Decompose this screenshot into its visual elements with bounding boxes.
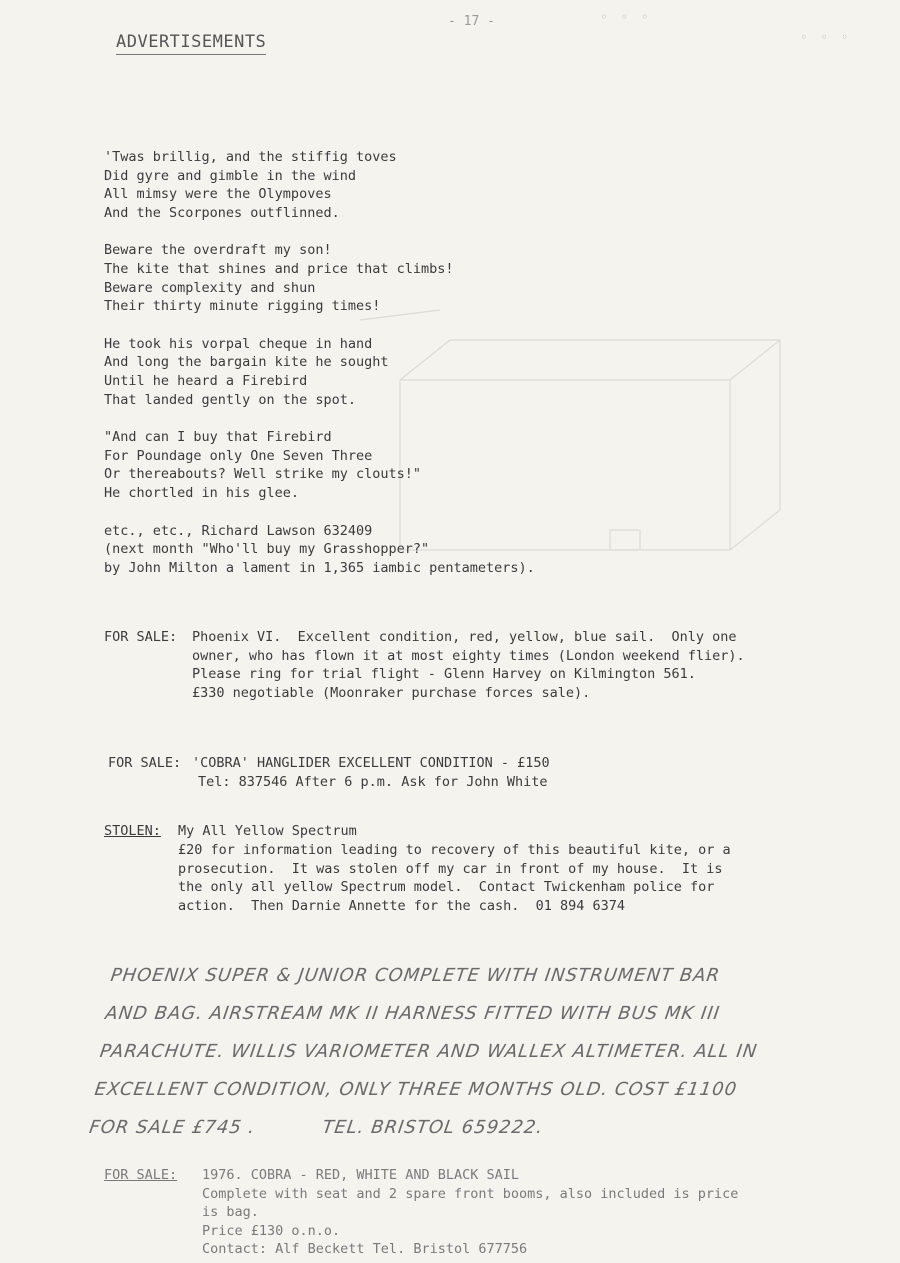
- ad-line: Phoenix VI. Excellent condition, red, yellow, blue sail. Only one: [192, 629, 737, 645]
- handwritten-ad: [87, 957, 834, 1147]
- ad-label: FOR SALE:: [108, 755, 182, 771]
- poem-line: For Poundage only One Seven Three: [104, 447, 373, 464]
- ad-line: Price £130 o.n.o.: [202, 1222, 341, 1239]
- ad-line: prosecution. It was stolen off my car in front of my house. It is: [178, 860, 723, 877]
- poem-line: And the Scorpones outflinned.: [104, 204, 340, 221]
- poem-line: All mimsy were the Olympoves: [104, 186, 332, 203]
- ad-label: FOR SALE:: [104, 1167, 178, 1183]
- poem-line: Their thirty minute rigging times!: [104, 298, 381, 315]
- ad-line: My All Yellow Spectrum: [178, 823, 357, 839]
- poem-stanza: [104, 335, 535, 409]
- poem-line: Beware complexity and shun: [104, 279, 316, 296]
- ad-line: 1976. COBRA - RED, WHITE AND BLACK SAIL: [202, 1167, 519, 1183]
- poem-line: That landed gently on the spot.: [104, 391, 356, 408]
- handwritten-line: PARACHUTE. WILLIS VARIOMETER AND WALLEX ALTIMETER. ALL IN: [98, 1041, 759, 1062]
- ad-line: Tel: 837546 After 6 p.m. Ask for John White: [198, 774, 548, 790]
- poem-line: (next month "Who'll buy my Grasshopper?": [104, 541, 430, 558]
- ad-line: Please ring for trial flight - Glenn Harvey on Kilmington 561.: [192, 666, 696, 683]
- ad-body: [178, 841, 731, 915]
- poem-line: Beware the overdraft my son!: [104, 242, 332, 259]
- handwritten-line: AND BAG. AIRSTREAM MK II HARNESS FITTED WITH BUS MK III: [103, 1003, 722, 1024]
- ad-line: action. Then Darnie Annette for the cash. 01 894 6374: [178, 897, 626, 914]
- poem-line: by John Milton a lament in 1,365 iambic pentameters).: [104, 559, 535, 576]
- ad-line: 'COBRA' HANGLIDER EXCELLENT CONDITION - £150: [192, 755, 550, 771]
- poem-stanza: [104, 241, 535, 315]
- handwritten-line: FOR SALE £745 . TEL. BRISTOL 659222.: [87, 1117, 545, 1138]
- poem-stanza: [104, 522, 535, 578]
- poem: [104, 148, 535, 596]
- ad-line: £330 negotiable (Moonraker purchase forces sale).: [192, 684, 591, 701]
- ad-stolen-spectrum: [104, 822, 731, 914]
- punch-marks-corner: ◦ ◦ ◦: [800, 30, 852, 44]
- ad-cobra-hanglider: [108, 754, 550, 790]
- poem-line: Or thereabouts? Well strike my clouts!": [104, 466, 421, 483]
- page-title: ADVERTISEMENTS: [116, 32, 266, 55]
- ad-phoenix-vi: [104, 628, 745, 701]
- ad-line: £20 for information leading to recovery of this beautiful kite, or a: [178, 842, 731, 858]
- ad-label: STOLEN:: [104, 823, 161, 839]
- ad-body: [202, 1166, 738, 1259]
- ad-body: [192, 628, 745, 702]
- ad-line: Contact: Alf Beckett Tel. Bristol 677756: [202, 1241, 528, 1258]
- poem-line: He took his vorpal cheque in hand: [104, 335, 373, 352]
- ad-cobra-1976: [104, 1166, 739, 1258]
- poem-stanza: [104, 428, 535, 502]
- poem-line: He chortled in his glee.: [104, 484, 300, 501]
- poem-stanza: [104, 148, 535, 222]
- poem-line: Did gyre and gimble in the wind: [104, 167, 356, 184]
- page-number: - 17 -: [448, 14, 495, 29]
- ad-line: the only all yellow Spectrum model. Contact Twickenham police for: [178, 879, 715, 896]
- ad-line: owner, who has flown it at most eighty times (London weekend flier).: [192, 647, 745, 664]
- poem-line: etc., etc., Richard Lawson 632409: [104, 522, 373, 539]
- ad-line: is bag.: [202, 1204, 259, 1221]
- poem-line: 'Twas brillig, and the stiffig toves: [104, 149, 397, 165]
- ad-label: FOR SALE:: [104, 629, 178, 645]
- ad-line: Complete with seat and 2 spare front booms, also included is price: [202, 1185, 739, 1202]
- handwritten-line: EXCELLENT CONDITION, ONLY THREE MONTHS OLD. COST £1100: [93, 1079, 739, 1100]
- handwritten-line: PHOENIX SUPER & JUNIOR COMPLETE WITH INSTRUMENT BAR: [109, 965, 722, 986]
- poem-line: And long the bargain kite he sought: [104, 354, 389, 371]
- poem-line: "And can I buy that Firebird: [104, 429, 332, 446]
- poem-line: Until he heard a Firebird: [104, 372, 308, 389]
- punch-marks: ◦ ◦ ◦: [600, 10, 652, 24]
- poem-line: The kite that shines and price that climbs!: [104, 260, 454, 277]
